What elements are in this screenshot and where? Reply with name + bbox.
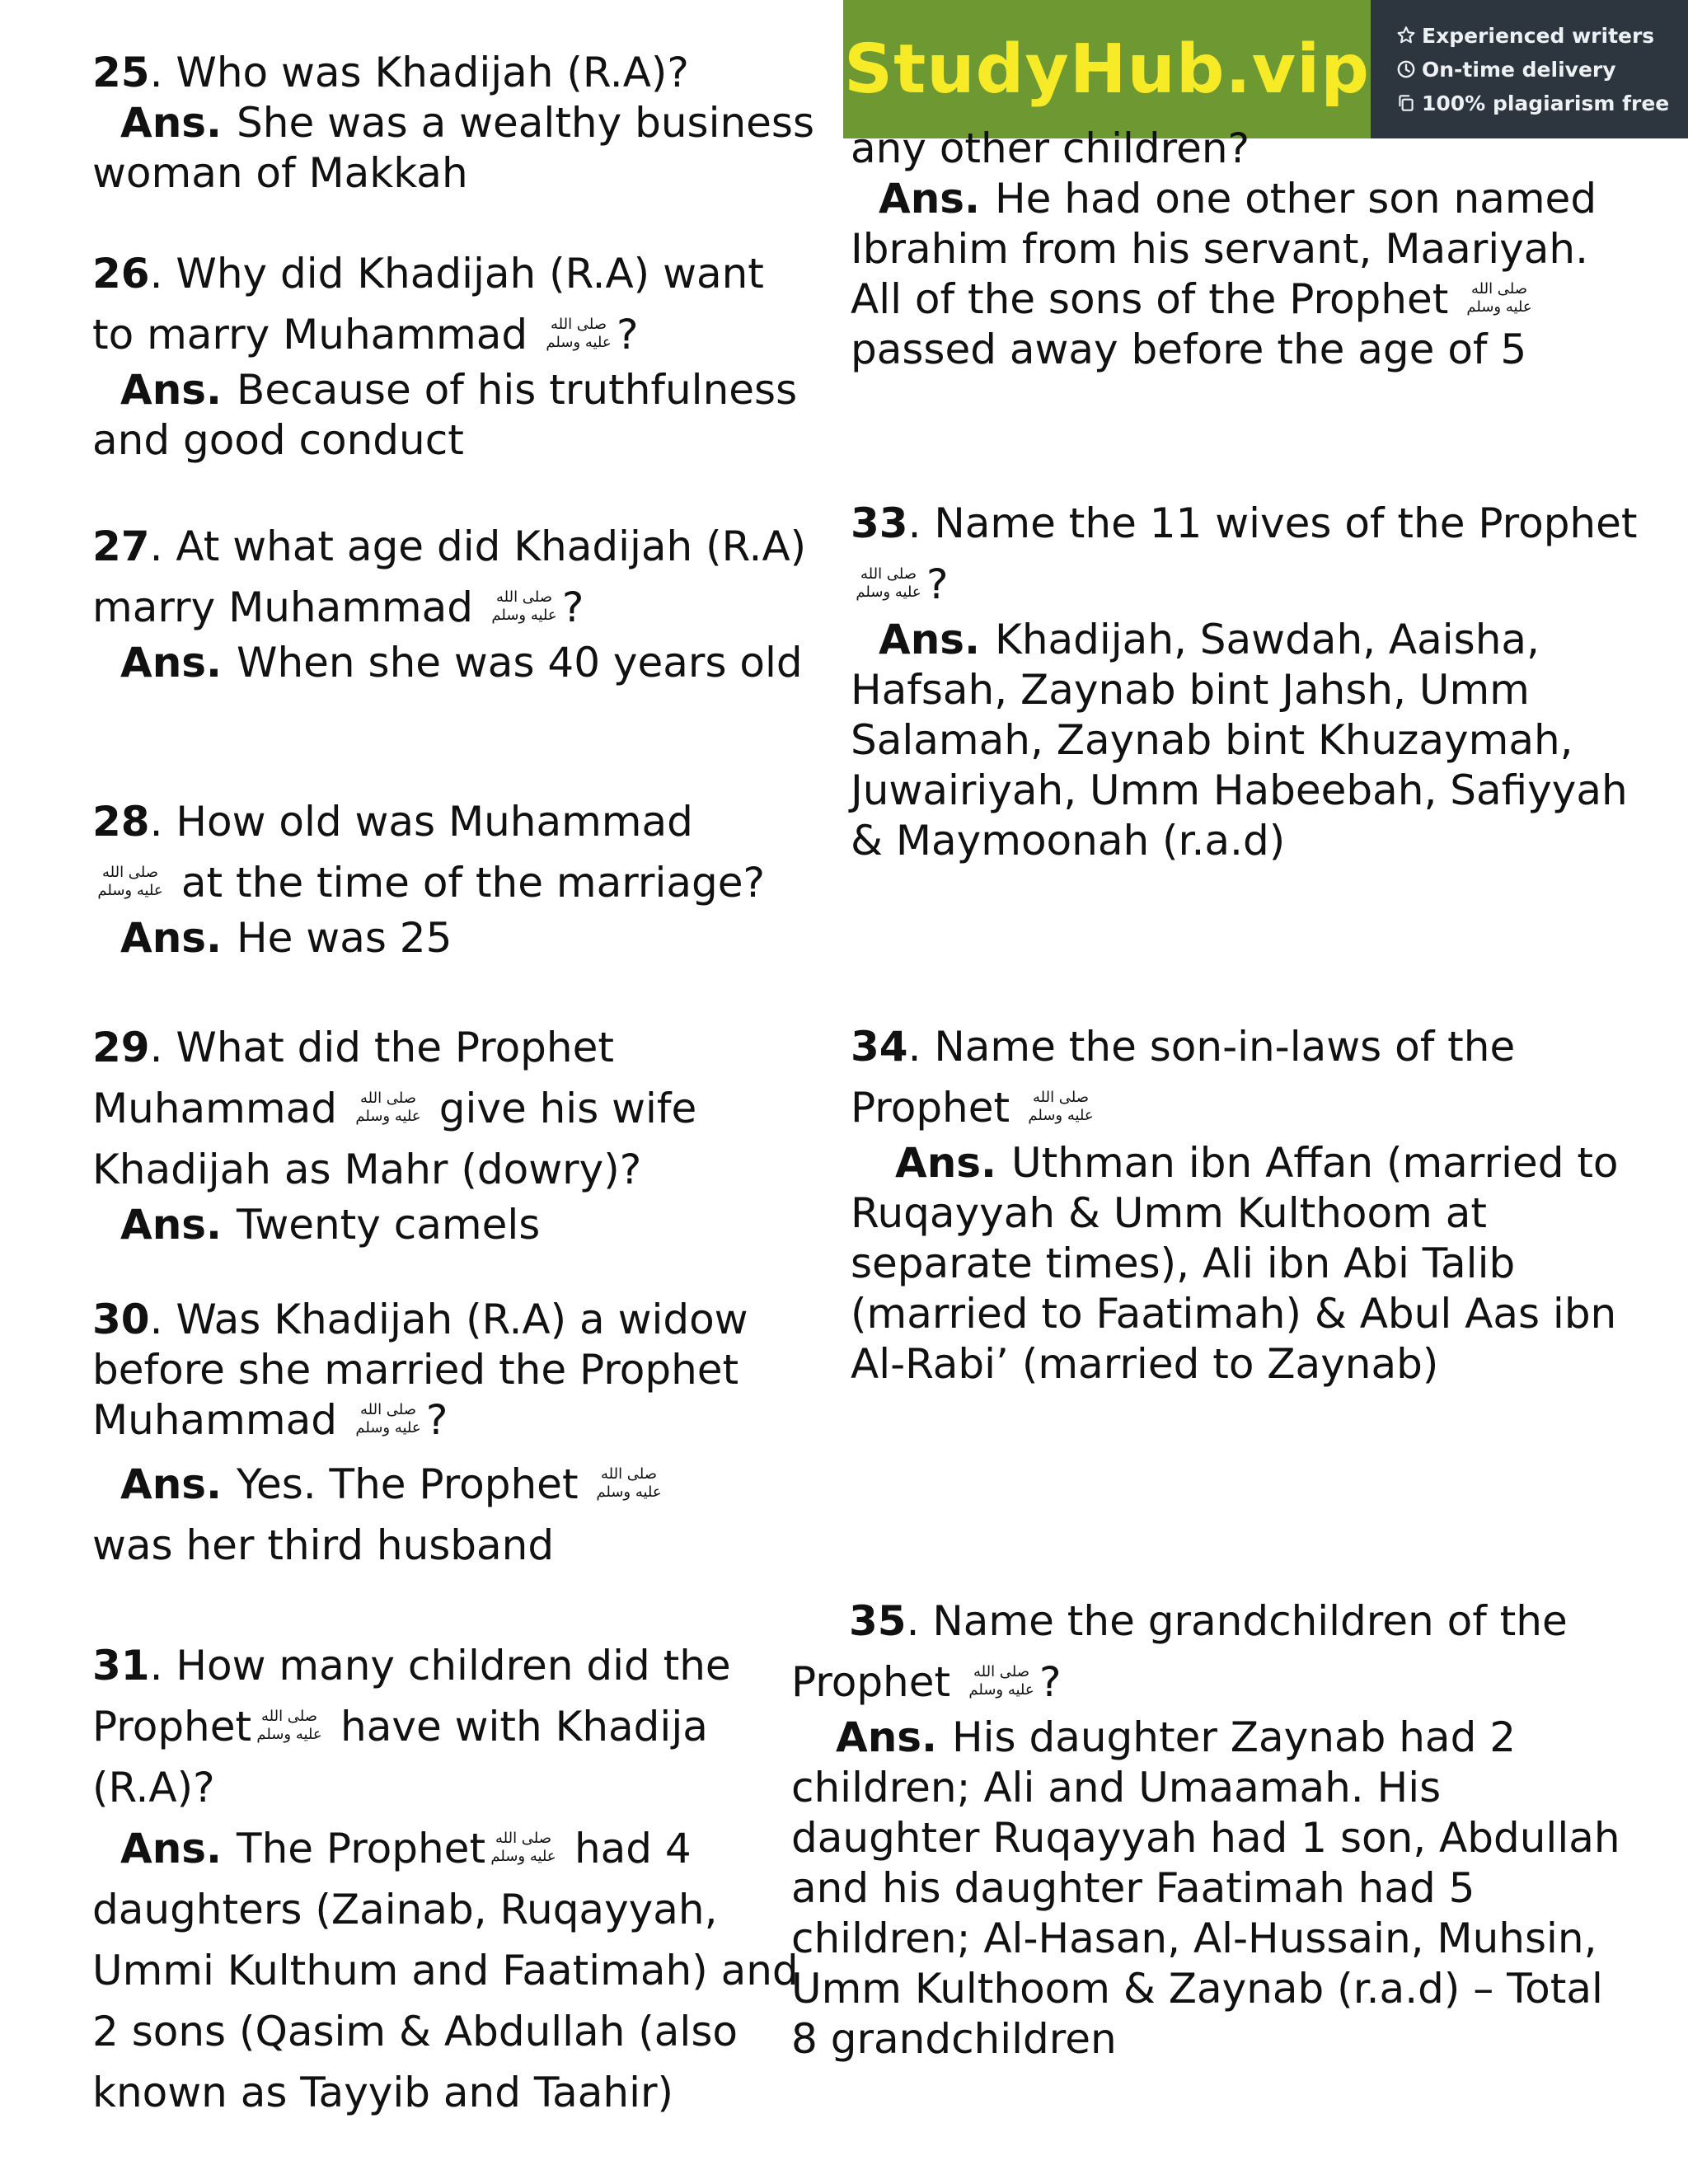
answer-text: Ans. He had one other son named Ibrahim from his servant, Maariyah. All of the sons of the Prophet passed away before the age of 5 xyxy=(851,175,1597,373)
qa-27 xyxy=(92,516,818,688)
question-text: 35. Name the grandchildren of the Prophet ? xyxy=(791,1597,1568,1706)
qa-30 xyxy=(92,1295,818,1576)
answer-label: Ans. xyxy=(120,914,223,962)
answer-text: Ans. Twenty camels xyxy=(120,1201,541,1249)
feature-label: Experienced writers xyxy=(1422,23,1655,48)
question-number: 34 xyxy=(851,1023,908,1071)
honorific-saw-icon xyxy=(964,1660,1039,1701)
honorific-saw-icon xyxy=(1023,1085,1099,1127)
answer-text: Ans. When she was 40 years old xyxy=(120,639,803,687)
qa-35 xyxy=(791,1591,1632,2064)
question-text: 26. Why did Khadijah (R.A) want to marry Muhammad ? xyxy=(92,250,764,359)
honorific-saw-icon xyxy=(92,860,168,902)
qa-26 xyxy=(92,243,818,466)
question-number: 35 xyxy=(849,1597,907,1645)
star-icon xyxy=(1395,25,1417,46)
honorific-saw-icon xyxy=(485,1826,561,1868)
answer-text: Ans. Yes. The Prophet was her third husband xyxy=(92,1454,818,1576)
question-text: 34. Name the son-in-laws of the Prophet xyxy=(851,1023,1516,1132)
answer-label: Ans. xyxy=(120,1825,223,1872)
question-number: 33 xyxy=(851,499,908,547)
copy-icon xyxy=(1395,92,1417,114)
question-text: 25. Who was Khadijah (R.A)? xyxy=(92,49,689,96)
feature-label: 100% plagiarism free xyxy=(1422,91,1670,115)
honorific-saw-icon xyxy=(591,1462,667,1503)
answer-label: Ans. xyxy=(120,1460,223,1508)
answer-text: Ans. The Prophet had 4 daughters (Zainab, Ruqayyah, Ummi Kulthum and Faatimah) and 2 sons (Qasim & Abdullah (also known as Tayyib and Taahir) xyxy=(92,1825,799,2116)
question-number: 28 xyxy=(92,798,150,846)
answer-label: Ans. xyxy=(120,366,223,414)
feature-experienced-writers xyxy=(1395,19,1688,53)
question-number: 31 xyxy=(92,1642,150,1690)
answer-label: Ans. xyxy=(895,1139,997,1187)
studyhub-banner[interactable] xyxy=(843,0,1688,138)
feature-label: On-time delivery xyxy=(1422,57,1616,82)
question-number: 27 xyxy=(92,523,150,570)
brand-logo-text[interactable]: StudyHub.vip xyxy=(844,30,1370,109)
honorific-saw-icon xyxy=(851,562,926,603)
answer-text: Ans. She was a wealthy business woman of Makkah xyxy=(92,99,815,197)
question-number: 30 xyxy=(92,1296,150,1343)
answer-text: Ans. He was 25 xyxy=(120,914,452,962)
question-text: any other children? xyxy=(851,124,1250,172)
feature-plagiarism-free xyxy=(1395,87,1688,120)
answer-label: Ans. xyxy=(120,639,223,687)
qa-31 xyxy=(92,1635,818,2123)
honorific-saw-icon xyxy=(251,1704,327,1746)
honorific-saw-icon xyxy=(1461,277,1537,318)
answer-label: Ans. xyxy=(120,99,223,147)
honorific-saw-icon xyxy=(486,585,562,626)
qa-25 xyxy=(92,48,818,199)
feature-on-time-delivery xyxy=(1395,53,1688,87)
answer-label: Ans. xyxy=(120,1201,223,1249)
honorific-saw-icon xyxy=(350,1086,426,1127)
banner-brand-area[interactable] xyxy=(843,0,1371,138)
honorific-saw-icon xyxy=(350,1398,426,1439)
qa-34 xyxy=(851,1016,1642,1390)
question-text: 29. What did the Prophet Muhammad give his wife Khadijah as Mahr (dowry)? xyxy=(92,1024,697,1193)
qa-33 xyxy=(851,493,1642,866)
question-number: 26 xyxy=(92,250,150,298)
question-text: 31. How many children did the Prophet have with Khadija (R.A)? xyxy=(92,1642,731,1811)
question-text: 30. Was Khadijah (R.A) a widow before she married the Prophet Muhammad ? xyxy=(92,1296,748,1444)
qa-32 xyxy=(851,124,1642,375)
question-number: 29 xyxy=(92,1024,150,1071)
answer-text: Ans. Uthman ibn Affan (married to Ruqayyah & Umm Kulthoom at separate times), Ali ibn Abi Talib (married to Faatimah) & Abul Aas ibn Al-Rabi’ (married to Zaynab) xyxy=(851,1139,1619,1388)
answer-label: Ans. xyxy=(836,1713,938,1761)
answer-label: Ans. xyxy=(879,616,981,663)
qa-29 xyxy=(92,1017,818,1250)
answer-text: Ans. His daughter Zaynab had 2 children; Ali and Umaamah. His daughter Ruqayyah had 1 son, Abdullah and his daughter Faatimah had 5 children; Al-Hasan, Al-Hussain, Muhsin, Umm Kulthoom & Zaynab (r.a.d) – Total 8 grandchildren xyxy=(791,1713,1620,2063)
answer-label: Ans. xyxy=(879,175,981,223)
question-number: 25 xyxy=(92,49,150,96)
question-text: 28. How old was Muhammad at the time of the marriage? xyxy=(92,798,766,907)
honorific-saw-icon xyxy=(541,312,617,354)
answer-text: Ans. Because of his truthfulness and good conduct xyxy=(92,366,798,464)
answer-text: Ans. Khadijah, Sawdah, Aaisha, Hafsah, Zaynab bint Jahsh, Umm Salamah, Zaynab bint Khuzaymah, Juwairiyah, Umm Habeebah, Safiyyah & Maymoonah (r.a.d) xyxy=(851,616,1628,865)
banner-features xyxy=(1371,0,1688,138)
clock-icon xyxy=(1395,59,1417,80)
question-text: 27. At what age did Khadijah (R.A) marry Muhammad ? xyxy=(92,523,807,631)
qa-28 xyxy=(92,791,818,963)
question-text: 33. Name the 11 wives of the Prophet ? xyxy=(851,499,1638,608)
